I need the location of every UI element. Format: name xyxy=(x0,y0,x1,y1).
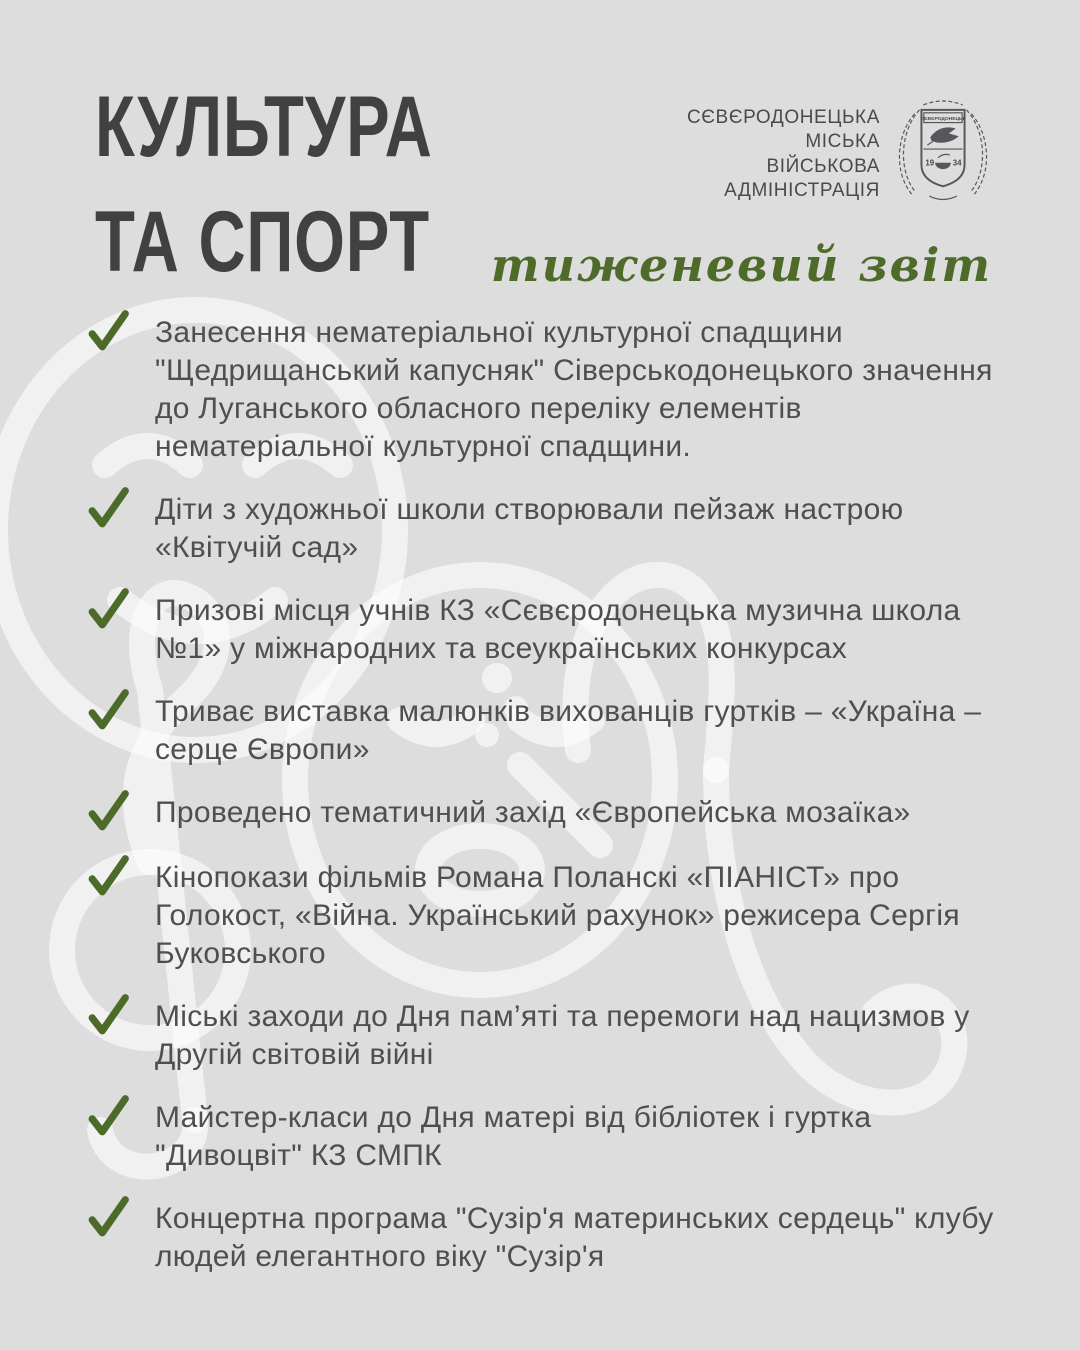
checklist xyxy=(85,314,1022,1276)
list-item xyxy=(85,1200,1022,1276)
page-title xyxy=(95,70,433,300)
check-icon xyxy=(85,1093,131,1139)
check-icon xyxy=(85,853,131,899)
list-item-text: Проведено тематичний захід «Європейська мозаїка» xyxy=(155,796,911,829)
check-icon xyxy=(85,1194,131,1240)
org-line: АДМІНІСТРАЦІЯ xyxy=(724,179,880,201)
emblem-year-right: 34 xyxy=(952,158,962,168)
check-icon xyxy=(85,485,131,531)
page-title-line1: КУЛЬТУРА xyxy=(95,79,433,175)
check-icon xyxy=(85,687,131,733)
list-item-text: Діти з художньої школи створювали пейзаж настрою «Квітучій сад» xyxy=(155,493,904,564)
list-item xyxy=(85,314,1022,466)
list-item-text: Майстер-класи до Дня матері від бібліотек і гуртка "Дивоцвіт" КЗ СМПК xyxy=(155,1101,872,1172)
list-item-text: Занесення нематеріальної культурної спадщини "Щедрищанський капусняк" Сіверськодонецького значення до Луганського обласного переліку елементів нематеріальної культурної спадщини. xyxy=(155,316,993,463)
emblem-banner-text: СЄВЄРОДОНЕЦЬК xyxy=(920,117,966,123)
page-title-line2: ТА СПОРТ xyxy=(95,194,430,291)
list-item xyxy=(85,1099,1022,1175)
list-item-text: Призові місця учнів КЗ «Сєвєродонецька музична школа №1» у міжнародних та всеукраїнських конкурсах xyxy=(155,594,961,665)
list-item xyxy=(85,998,1022,1074)
list-item-text: Кінопокази фільмів Романа Поланскі «ПІАНІСТ» про Голокост, «Війна. Український рахунок» режисера Сергія Буковського xyxy=(155,861,960,970)
list-item xyxy=(85,693,1022,769)
check-icon xyxy=(85,308,131,354)
check-icon xyxy=(85,992,131,1038)
organization-block xyxy=(687,98,992,204)
emblem-year-left: 19 xyxy=(925,158,935,168)
list-item xyxy=(85,794,1022,834)
list-item xyxy=(85,491,1022,567)
org-line: СЄВЄРОДОНЕЦЬКА xyxy=(686,107,880,128)
check-icon xyxy=(85,788,131,834)
list-item xyxy=(85,592,1022,668)
report-type-label: тиженевий звіт xyxy=(490,238,992,292)
organization-name xyxy=(687,98,880,203)
coat-of-arms-icon xyxy=(894,98,992,204)
check-icon xyxy=(85,586,131,632)
org-line: МІСЬКА xyxy=(805,131,880,153)
list-item xyxy=(85,859,1022,973)
list-item-text: Триває виставка малюнків вихованців гуртків – «Україна – серце Європи» xyxy=(155,695,982,766)
list-item-text: Міські заходи до Дня пам’яті та перемоги над нацизмов у Другій світовій війні xyxy=(155,1000,970,1071)
org-line: ВІЙСЬКОВА xyxy=(766,155,880,177)
list-item-text: Концертна програма "Сузір'я материнських сердець" клубу людей елегантного віку "Сузір'я xyxy=(155,1202,994,1273)
